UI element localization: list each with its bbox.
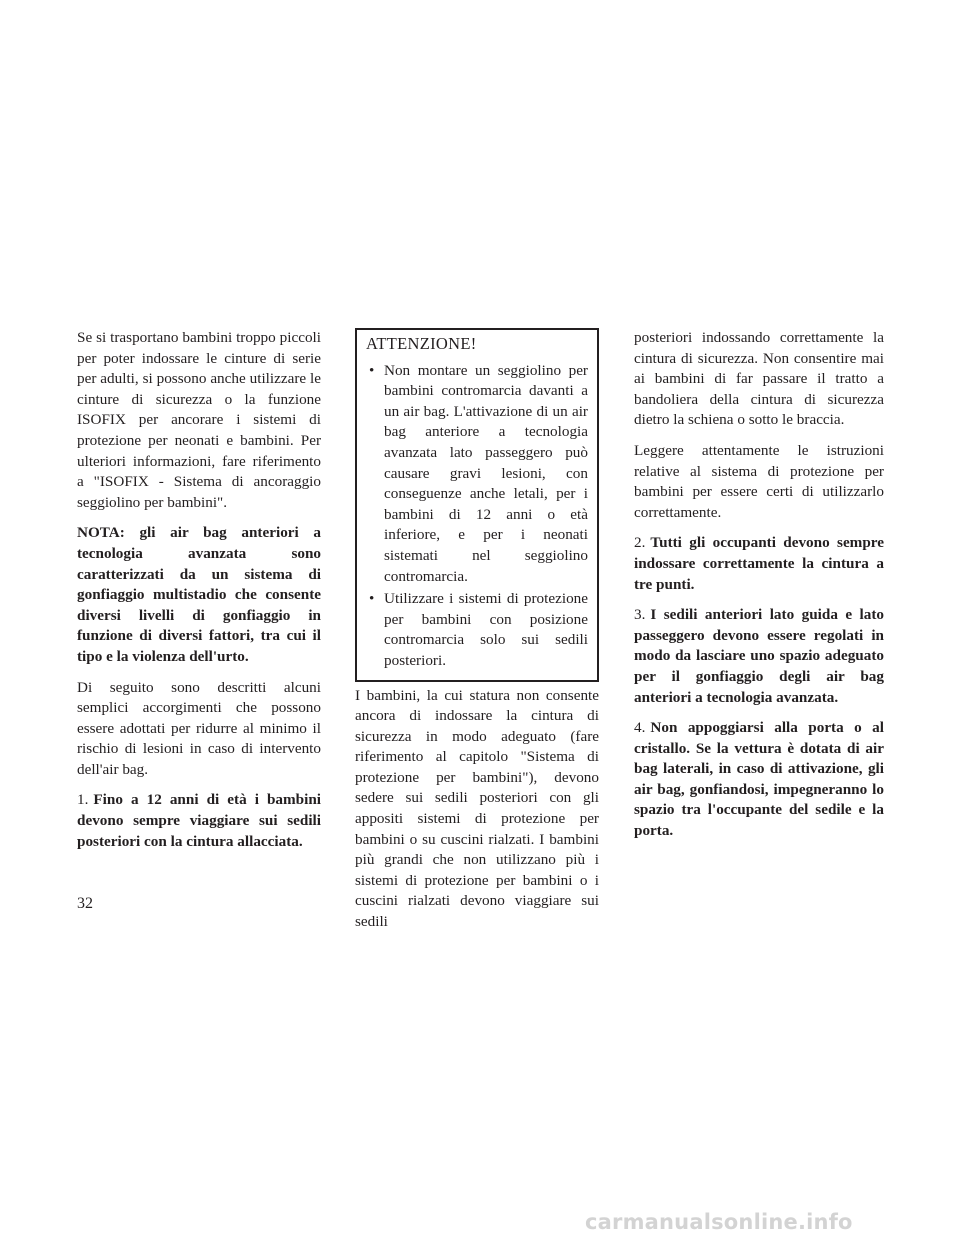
intro-paragraph: Se si trasportano bambini troppo piccoli per poter indossare le cinture di serie per adulti, si possono anche utilizzare le cinture di sicurezza o la funzione ISOFIX per ancorare i sistemi di protezione per neonati e bambini. Per ulteriori informazioni, fare riferimento a "ISOFIX - Sistema di ancoraggio seggiolino per bambini". (77, 329, 321, 511)
list-item-text: Fino a 12 anni di età i bambini devono sempre viaggiare sui sedili posteriori con la cintura allacciata. (77, 791, 321, 850)
warning-box (355, 328, 599, 682)
tips-intro-paragraph: Di seguito sono descritti alcuni semplici accorgimenti che possono essere adottati per ridurre al minimo il rischio di lesioni in caso di intervento dell'air bag. (77, 678, 321, 778)
list-item-4 (634, 718, 884, 842)
list-number: 4. (634, 719, 646, 737)
list-item-text: I sedili anteriori lato guida e lato passeggero devono essere regolati in modo da lasciare uno spazio adeguato per il gonfiaggio degli air bag anteriori a tecnologia avanzata. (634, 606, 884, 706)
warning-bullet: • Non montare un seggiolino per bambini contromarcia davanti a un air bag. L'attivazione di un air bag anteriore a tecnologia avanzata lato passeggero può causare gravi lesioni, con conseguenze anche letali, per i bambini di 12 anni o età inferiore, e per i neonati sistemati nel seggiolino contromarcia. (366, 361, 588, 588)
column-left (77, 328, 321, 862)
list-item-3 (634, 605, 884, 708)
list-item-1 (77, 790, 321, 852)
list-item-text: Non appoggiarsi alla porta o al cristallo. Se la vettura è dotata di air bag laterali, in caso di attivazione, gli air bag, gonfiandosi, impegneranno lo spazio tra l'occupante del sedile e la porta. (634, 719, 884, 840)
note-paragraph: NOTA: gli air bag anteriori a tecnologia avanzata sono caratterizzati da un sistema di gonfiaggio multistadio che consente diversi livelli di gonfiaggio in funzione di diversi fattori, tra cui il tipo e la violenza dell'urto. (77, 524, 321, 665)
list-item-text: Tutti gli occupanti devono sempre indossare correttamente la cintura a tre punti. (634, 534, 884, 593)
column-middle (355, 328, 599, 943)
list-number: 2. (634, 534, 646, 552)
warning-title: ATTENZIONE! (366, 334, 477, 353)
instructions-paragraph: Leggere attentamente le istruzioni relative al sistema di protezione per bambini per essere certi di utilizzarlo correttamente. (634, 441, 884, 521)
list-number: 1. (77, 791, 89, 809)
column-right (634, 328, 884, 852)
page-number: 32 (77, 895, 93, 912)
list-item-2 (634, 533, 884, 595)
children-paragraph: I bambini, la cui statura non consente ancora di indossare la cintura di sicurezza in modo adeguato (fare riferimento al capitolo "Sistema di protezione per bambini"), devono sedere sui sedili posteriori con gli appositi sistemi di protezione per bambini o su cuscini rialzati. I bambini più grandi che non utilizzano più i sistemi di protezione per bambini o i cuscini rialzati devono viaggiare sui sedili (355, 686, 599, 931)
warning-list (366, 361, 588, 672)
continuation-paragraph: posteriori indossando correttamente la cintura di sicurezza. Non consentire mai ai bambini di far passare il tratto a bandoliera della cintura di sicurezza dietro la schiena o sotto le braccia. (634, 329, 884, 429)
warning-bullet: • Utilizzare i sistemi di protezione per bambini con posizione contromarcia solo sui sedili posteriori. (366, 589, 588, 671)
watermark: carmanualsonline.info (585, 1210, 853, 1234)
list-number: 3. (634, 606, 646, 624)
